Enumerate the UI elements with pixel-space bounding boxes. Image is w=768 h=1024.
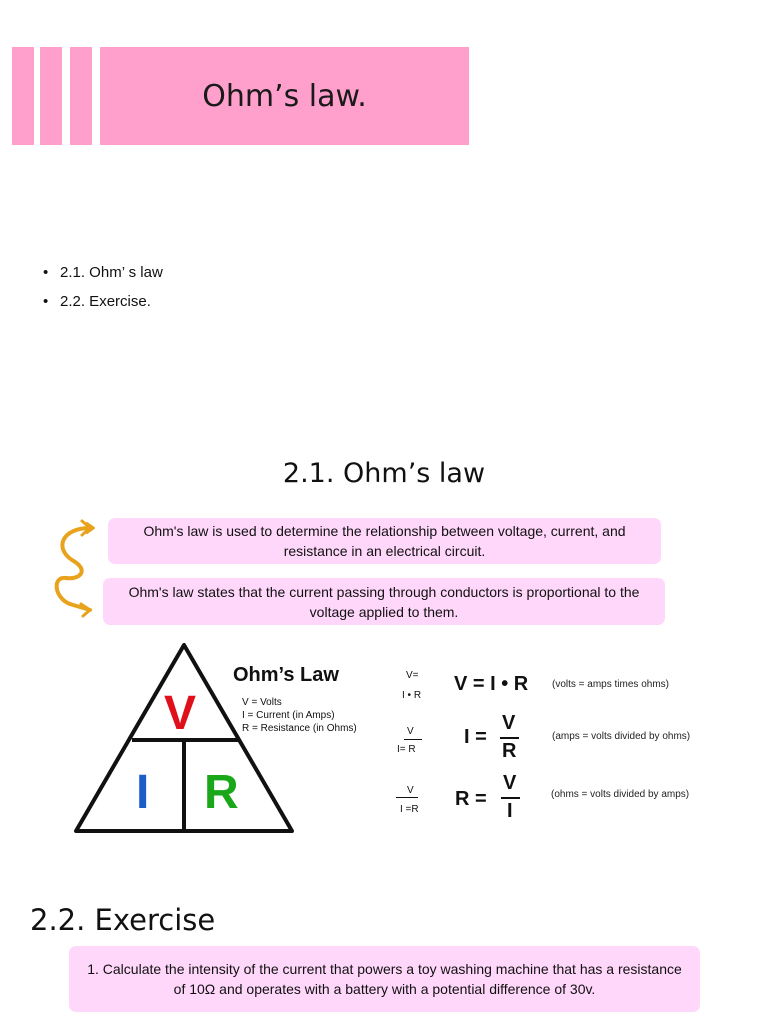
row1-small-top: V= xyxy=(406,670,419,681)
banner-stripe-2 xyxy=(40,47,62,145)
outline-list xyxy=(43,258,163,316)
banner-stripe-3 xyxy=(70,47,92,145)
diagram-heading: Ohm’s Law xyxy=(233,664,339,686)
outline-item xyxy=(43,258,163,287)
row3-small-bottom: I =R xyxy=(400,804,419,815)
row1-small-bottom: I • R xyxy=(402,690,422,701)
formula-current-lhs: I = xyxy=(464,726,487,748)
note-voltage: (volts = amps times ohms) xyxy=(552,679,669,690)
row3-small-top: V xyxy=(407,785,414,796)
triangle-letter-v: V xyxy=(164,687,197,740)
statement-box: Ohm's law states that the current passing through conductors is proportional to the voltage applied to them. xyxy=(103,578,665,625)
formula-resistance-den: I xyxy=(507,800,513,822)
banner-stripe-1 xyxy=(12,47,34,145)
section-heading-ohms-law: 2.1. Ohm’s law xyxy=(282,458,486,489)
triangle-letter-r: R xyxy=(204,766,239,819)
triangle-letter-i: I xyxy=(136,766,150,819)
row2-small-top: V xyxy=(407,726,414,737)
legend-current: I = Current (in Amps) xyxy=(242,710,335,721)
legend-volts: V = Volts xyxy=(242,697,282,708)
formula-resistance-rule xyxy=(501,797,520,799)
legend-resistance: R = Resistance (in Ohms) xyxy=(242,723,357,734)
outline-item-label: 2.1. Ohm’ s law xyxy=(60,264,163,281)
formula-current-den: R xyxy=(502,740,517,762)
outline-item-label: 2.2. Exercise. xyxy=(60,293,151,310)
outline-item xyxy=(43,287,163,316)
formula-resistance-num: V xyxy=(503,772,517,794)
bullet-marker: • xyxy=(43,264,49,281)
row2-small-rule xyxy=(404,739,422,740)
formula-current-num: V xyxy=(502,712,516,734)
definition-box: Ohm's law is used to determine the relationship between voltage, current, and resistance in an electrical circuit. xyxy=(108,518,661,564)
page-title: Ohm’s law. xyxy=(202,78,367,114)
bullet-marker: • xyxy=(43,293,49,310)
row3-small-rule xyxy=(396,797,418,798)
formula-resistance-lhs: R = xyxy=(455,788,487,810)
section-heading-exercise: 2.2. Exercise xyxy=(30,903,216,937)
row2-small-bottom: I= R xyxy=(397,744,416,755)
curly-arrow-icon xyxy=(50,518,106,618)
note-resistance: (ohms = volts divided by amps) xyxy=(551,789,690,800)
exercise-box: 1. Calculate the intensity of the current that powers a toy washing machine that has a resistance of 10Ω and operates with a battery with a potential difference of 30v. xyxy=(69,946,700,1012)
formula-voltage: V = I • R xyxy=(454,673,529,695)
formula-current-rule xyxy=(500,737,519,739)
title-banner xyxy=(100,47,469,145)
note-current: (amps = volts divided by ohms) xyxy=(552,731,691,742)
